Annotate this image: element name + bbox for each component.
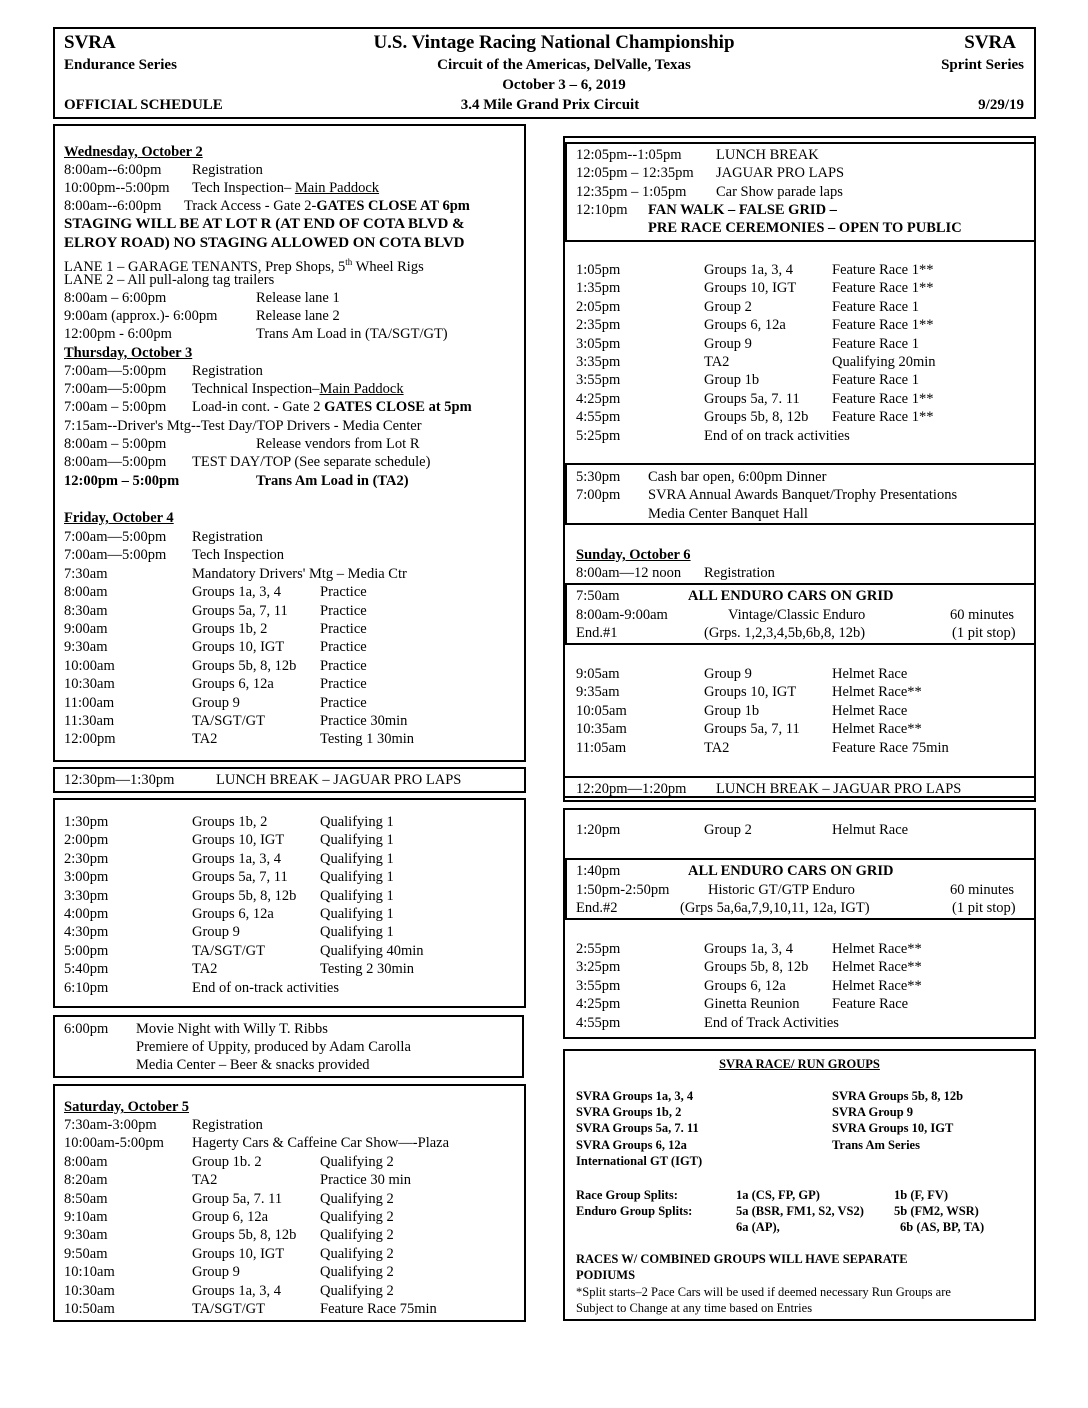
schedule-cell: Feature Race 75min — [832, 739, 949, 756]
schedule-cell: 7:00am—5:00pm — [64, 547, 167, 564]
schedule-cell: Helmet Race** — [832, 959, 922, 976]
schedule-cell: Helmet Race — [832, 702, 908, 719]
schedule-cell: Qualifying 1 — [320, 814, 394, 830]
schedule-cell: 4:25pm — [576, 996, 621, 1013]
schedule-cell: Feature Race 1 — [832, 335, 919, 352]
schedule-cell: Qualifying 1 — [320, 869, 394, 886]
movie-night-line-2: Premiere of Uppity, produced by Adam Carolla — [136, 1039, 411, 1055]
schedule-cell: 12:05pm--1:05pm — [576, 147, 682, 163]
schedule-cell: Qualifying 1 — [320, 906, 394, 922]
schedule-cell: Groups 6, 12a — [704, 977, 786, 994]
header-center-dates: October 3 – 6, 2019 — [502, 77, 626, 93]
schedule-cell: End of Track Activities — [704, 1014, 839, 1031]
schedule-cell: 4:55pm — [576, 409, 621, 426]
schedule-cell: Practice — [320, 621, 367, 637]
header-right-sub: Sprint Series — [941, 57, 1024, 73]
schedule-cell: Groups 10, IGT — [192, 1245, 285, 1262]
thu-row-4: 7:15am--Driver's Mtg--Test Day/TOP Drivers - Media Center — [64, 418, 422, 434]
schedule-cell: 9:05am — [576, 666, 620, 682]
schedule-cell: Helmet Race — [832, 666, 908, 682]
schedule-cell: Groups 1a, 3, 4 — [192, 1282, 282, 1299]
schedule-cell: 4:30pm — [64, 924, 109, 941]
run-group-item: SVRA Group 9 — [832, 1105, 914, 1120]
schedule-cell: 5:30pm — [576, 469, 621, 485]
schedule-cell: Groups 1b, 2 — [192, 814, 268, 830]
right-lower-box — [563, 808, 1036, 1039]
run-group-item: SVRA Groups 5b, 8, 12b — [832, 1089, 964, 1103]
schedule-cell: LUNCH BREAK — [716, 147, 819, 163]
header-right-title: SVRA — [964, 32, 1016, 53]
schedule-cell: Feature Race 1** — [832, 280, 934, 297]
header-left-title: SVRA — [64, 32, 116, 53]
schedule-cell: Testing 2 30min — [320, 961, 415, 978]
schedule-cell: Groups 6, 12a — [192, 906, 274, 922]
run-groups-title: SVRA RACE/ RUN GROUPS — [719, 1057, 880, 1071]
schedule-cell: Group 6, 12a — [192, 1209, 269, 1225]
schedule-cell: Group 9 — [704, 335, 752, 352]
schedule-cell: 2:30pm — [64, 850, 109, 867]
thursday-title: Thursday, October 3 — [64, 345, 193, 361]
schedule-cell: 5:00pm — [64, 942, 109, 959]
schedule-cell: Group 1b. 2 — [192, 1153, 262, 1170]
schedule-cell: Qualifying 2 — [320, 1245, 394, 1262]
schedule-cell: 3:30pm — [64, 887, 109, 904]
schedule-cell: TA2 — [192, 731, 218, 748]
schedule-cell: Feature Race 1** — [832, 409, 934, 426]
schedule-cell: Media Center Banquet Hall — [648, 505, 808, 522]
schedule-cell: Group 1b — [704, 702, 760, 719]
wed-lane-1: LANE 1 – GARAGE TENANTS, Prep Shops, 5th Wheel Rigs — [64, 257, 424, 275]
schedule-cell: Groups 6, 12a — [704, 317, 786, 334]
schedule-cell: Registration — [192, 1117, 263, 1133]
schedule-cell: JAGUAR PRO LAPS — [716, 165, 845, 182]
schedule-cell: 4:25pm — [576, 390, 621, 407]
schedule-cell: 3:25pm — [576, 959, 621, 976]
schedule-cell: 9:10am — [64, 1209, 108, 1225]
schedule-cell: Testing 1 30min — [320, 731, 415, 748]
schedule-cell: Practice — [320, 602, 367, 619]
movie-night-line-3: Media Center – Beer & snacks provided — [136, 1057, 370, 1073]
header-left-sub: Endurance Series — [64, 57, 177, 73]
schedule-cell: 5:25pm — [576, 427, 621, 444]
schedule-cell: Groups 10, IGT — [192, 639, 285, 656]
schedule-cell: 9:35am — [576, 684, 620, 701]
schedule-cell: 9:30am — [64, 639, 108, 656]
schedule-cell: Helmet Race** — [832, 977, 922, 994]
schedule-cell: Group 2 — [704, 298, 752, 315]
run-group-item: International GT (IGT) — [576, 1153, 703, 1168]
schedule-cell: Group 5a, 7. 11 — [192, 1190, 283, 1207]
schedule-cell: Feature Race — [832, 996, 909, 1013]
schedule-cell: 1:30pm — [64, 814, 109, 830]
header-right-date: 9/29/19 — [978, 97, 1024, 113]
header-official: OFFICIAL SCHEDULE — [64, 97, 223, 113]
schedule-cell: Feature Race 1 — [832, 298, 919, 315]
schedule-cell: 2:00pm — [64, 832, 109, 849]
schedule-cell: Feature Race 1** — [832, 262, 934, 278]
schedule-cell: Groups 5b, 8, 12b — [192, 657, 297, 674]
schedule-cell: Qualifying 2 — [320, 1153, 394, 1170]
saturday-title: Saturday, October 5 — [64, 1099, 189, 1115]
schedule-cell: 10:10am — [64, 1264, 115, 1281]
schedule-cell: Practice — [320, 657, 367, 674]
schedule-cell: Helmet Race** — [832, 941, 922, 957]
run-group-item: SVRA Groups 1a, 3, 4 — [576, 1089, 694, 1103]
schedule-cell: Practice — [320, 676, 367, 693]
run-group-item: SVRA Groups 6, 12a — [576, 1137, 687, 1152]
schedule-cell: 2:55pm — [576, 941, 621, 957]
run-group-item: SVRA Groups 1b, 2 — [576, 1105, 682, 1120]
schedule-cell: Groups 5b, 8, 12b — [704, 959, 809, 976]
friday-title: Friday, October 4 — [64, 510, 174, 526]
schedule-cell: Qualifying 1 — [320, 924, 394, 941]
schedule-cell: 3:05pm — [576, 335, 621, 352]
schedule-cell: Qualifying 1 — [320, 850, 394, 867]
schedule-cell: Practice 30 min — [320, 1172, 412, 1189]
wed-staging-line-1: STAGING WILL BE AT LOT R (AT END OF COTA BLVD & — [64, 216, 465, 232]
schedule-cell: Groups 5a, 7. 11 — [704, 390, 800, 407]
schedule-cell: 9:00am — [64, 621, 108, 637]
schedule-cell: 11:00am — [64, 694, 115, 711]
schedule-cell: 1:35pm — [576, 280, 621, 297]
schedule-cell: Qualifying 2 — [320, 1282, 394, 1299]
schedule-cell: Groups 1a, 3, 4 — [192, 584, 282, 601]
schedule-cell: 7:00pm — [576, 487, 621, 504]
schedule-cell: 12:35pm – 1:05pm — [576, 183, 687, 200]
schedule-cell: 7:30am-3:00pm — [64, 1117, 157, 1133]
schedule-cell: 10:05am — [576, 702, 627, 719]
schedule-cell: 8:30am — [64, 602, 108, 619]
schedule-cell: 11:30am — [64, 713, 115, 729]
schedule-cell: 5:40pm — [64, 961, 109, 978]
schedule-cell: Feature Race 1** — [832, 317, 934, 334]
schedule-cell: Practice — [320, 639, 367, 656]
schedule-cell: TA2 — [192, 1172, 218, 1189]
fan-walk-line-2: PRE RACE CEREMONIES – OPEN TO PUBLIC — [648, 220, 962, 236]
schedule-cell: 4:55pm — [576, 1014, 621, 1031]
run-group-item: Trans Am Series — [832, 1137, 920, 1152]
schedule-cell: Group 9 — [192, 1264, 240, 1281]
schedule-cell: 12:05pm – 12:35pm — [576, 165, 694, 182]
schedule-cell: Group 9 — [192, 694, 240, 711]
split-starts-note: *Split starts–2 Pace Cars will be used if deemed necessary Run Groups are — [576, 1285, 951, 1299]
schedule-cell: 10:30am — [64, 1282, 115, 1299]
sunday-title: Sunday, October 6 — [576, 547, 691, 563]
schedule-cell: SVRA Annual Awards Banquet/Trophy Presentations — [648, 487, 958, 504]
schedule-cell: 12:00pm — [64, 731, 116, 748]
schedule-cell: Mandatory Drivers' Mtg – Media Ctr — [192, 565, 407, 582]
schedule-cell: Groups 10, IGT — [704, 684, 797, 701]
header-center-venue: Circuit of the Americas, DelValle, Texas — [437, 57, 691, 73]
schedule-cell: Groups 1a, 3, 4 — [704, 262, 794, 278]
run-group-item: SVRA Groups 10, IGT — [832, 1121, 954, 1136]
schedule-cell: Groups 5b, 8, 12b — [704, 409, 809, 426]
schedule-cell: Helmet Race** — [832, 684, 922, 701]
schedule-cell: 3:55pm — [576, 372, 621, 389]
schedule-cell: Groups 1a, 3, 4 — [192, 850, 282, 867]
schedule-cell: 3:55pm — [576, 977, 621, 994]
schedule-cell: Qualifying 2 — [320, 1227, 394, 1244]
schedule-cell: Group 9 — [704, 666, 752, 682]
schedule-cell: TA/SGT/GT — [192, 1301, 265, 1317]
schedule-cell: Tech Inspection — [192, 547, 284, 564]
run-group-item: SVRA Groups 5a, 7. 11 — [576, 1121, 699, 1136]
schedule-cell: Feature Race 1 — [832, 372, 919, 389]
schedule-cell: Qualifying 2 — [320, 1209, 394, 1225]
schedule-cell: Helmet Race** — [832, 721, 922, 738]
schedule-cell: Practice — [320, 694, 367, 711]
wed-staging-line-2: ELROY ROAD) NO STAGING ALLOWED ON COTA BLVD — [64, 235, 465, 251]
schedule-cell: 11:05am — [576, 739, 627, 756]
schedule-cell: Groups 10, IGT — [192, 832, 285, 849]
wednesday-title: Wednesday, October 2 — [64, 144, 203, 160]
schedule-cell: Qualifying 1 — [320, 832, 394, 849]
header-center-title: U.S. Vintage Racing National Championship — [373, 32, 735, 53]
schedule-cell: Qualifying 2 — [320, 1264, 394, 1281]
schedule-cell: Groups 10, IGT — [704, 280, 797, 297]
combined-groups-note-2: PODIUMS — [576, 1268, 636, 1282]
schedule-cell: Car Show parade laps — [716, 183, 843, 200]
schedule-cell: End of on-track activities — [192, 979, 339, 996]
schedule-cell: Practice — [320, 584, 367, 601]
schedule-cell: Groups 5b, 8, 12b — [192, 887, 297, 904]
schedule-cell: 8:00am — [64, 584, 108, 601]
schedule-cell: Groups 5a, 7, 11 — [192, 602, 288, 619]
schedule-cell: Groups 5a, 7, 11 — [704, 721, 800, 738]
schedule-cell: Registration — [192, 529, 263, 545]
schedule-cell: 8:00am — [64, 1153, 108, 1170]
schedule-cell: 2:35pm — [576, 317, 621, 334]
schedule-cell: 3:00pm — [64, 869, 109, 886]
schedule-cell: Feature Race 1** — [832, 390, 934, 407]
schedule-cell: End of on track activities — [704, 427, 850, 444]
schedule-cell: TA2 — [704, 739, 730, 756]
combined-groups-note-1: RACES W/ COMBINED GROUPS WILL HAVE SEPARATE — [576, 1252, 908, 1266]
schedule-cell: 9:30am — [64, 1227, 108, 1244]
schedule-cell: 7:30am — [64, 565, 108, 582]
schedule-cell: Qualifying 1 — [320, 887, 394, 904]
schedule-cell: 10:50am — [64, 1301, 115, 1317]
header-center-circuit: 3.4 Mile Grand Prix Circuit — [460, 97, 640, 113]
schedule-cell: Ginetta Reunion — [704, 996, 800, 1013]
schedule-cell: Qualifying 40min — [320, 942, 424, 959]
wed-lane-2: LANE 2 – All pull-along tag trailers — [64, 272, 275, 288]
schedule-cell: 2:05pm — [576, 298, 621, 315]
schedule-cell: TA2 — [704, 354, 730, 370]
subject-to-change-note: Subject to Change at any time based on Entries — [576, 1301, 813, 1315]
schedule-cell: 10:00am-5:00pm — [64, 1135, 164, 1152]
schedule-cell: Groups 1b, 2 — [192, 621, 268, 637]
schedule-cell: 6:10pm — [64, 979, 109, 996]
schedule-cell: 1:05pm — [576, 262, 621, 278]
schedule-cell: Qualifying 2 — [320, 1190, 394, 1207]
schedule-cell: Group 9 — [192, 924, 240, 941]
schedule-cell: Groups 6, 12a — [192, 676, 274, 693]
schedule-cell: TA/SGT/GT — [192, 942, 265, 959]
schedule-cell: Cash bar open, 6:00pm Dinner — [648, 469, 827, 485]
schedule-cell: TA2 — [192, 961, 218, 978]
schedule-cell: 10:35am — [576, 721, 627, 738]
schedule-cell: 3:35pm — [576, 354, 621, 370]
schedule-cell: 8:50am — [64, 1190, 108, 1207]
schedule-cell: Groups 1a, 3, 4 — [704, 941, 794, 957]
schedule-cell: Practice 30min — [320, 713, 408, 729]
schedule-cell: Group 1b — [704, 372, 760, 389]
schedule-cell: TA/SGT/GT — [192, 713, 265, 729]
schedule-cell: 9:50am — [64, 1245, 108, 1262]
schedule-cell: 4:00pm — [64, 906, 109, 922]
schedule-cell: 8:20am — [64, 1172, 108, 1189]
schedule-cell: 7:00am—5:00pm — [64, 529, 167, 545]
schedule-cell: Groups 5a, 7, 11 — [192, 869, 288, 886]
schedule-cell: Feature Race 75min — [320, 1301, 437, 1317]
schedule-cell: Hagerty Cars & Caffeine Car Show—-Plaza — [192, 1135, 450, 1152]
schedule-cell: Qualifying 20min — [832, 354, 936, 370]
schedule-cell: 10:00am — [64, 657, 115, 674]
schedule-cell: Groups 5b, 8, 12b — [192, 1227, 297, 1244]
schedule-cell: 10:30am — [64, 676, 115, 693]
